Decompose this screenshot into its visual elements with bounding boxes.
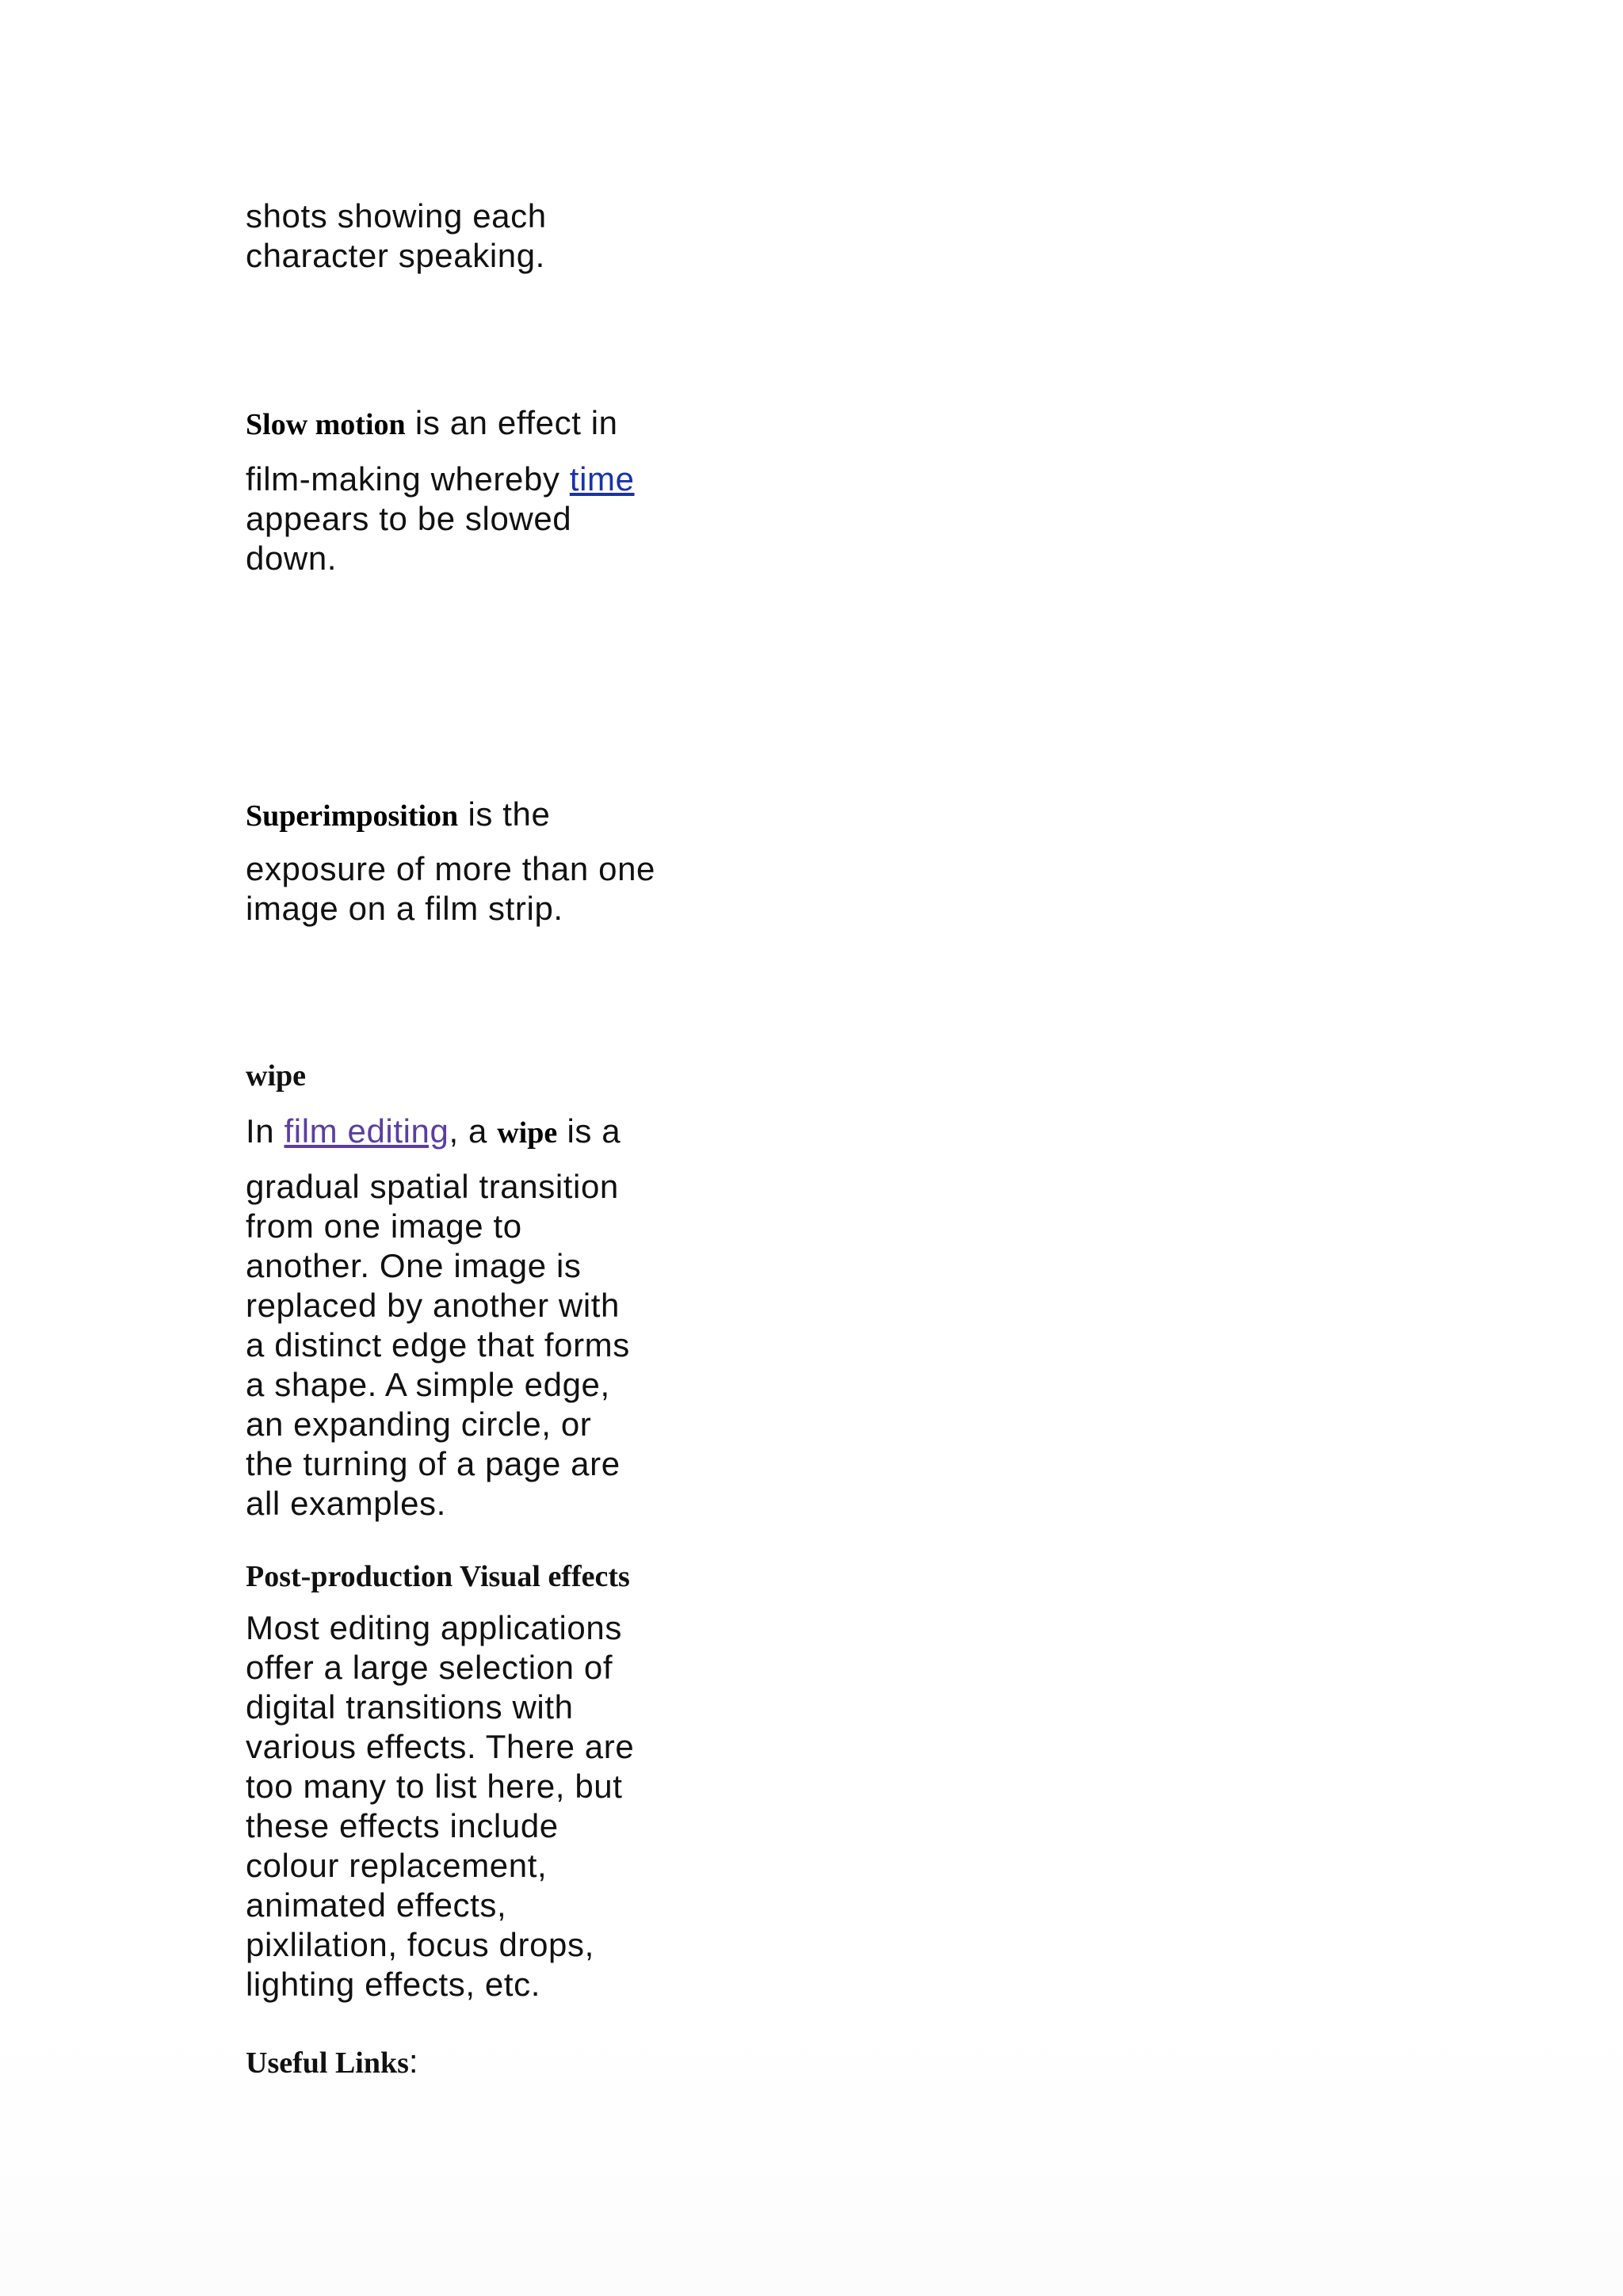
useful-links-colon: : xyxy=(408,2042,419,2080)
intro-line-2: character speaking. xyxy=(246,237,545,274)
post-production-line: digital transitions with xyxy=(246,1688,574,1726)
superimposition-term: Superimposition xyxy=(246,799,459,833)
intro-paragraph xyxy=(246,196,547,276)
wipe-line: replaced by another with xyxy=(246,1287,621,1324)
wipe-heading: wipe xyxy=(246,1059,306,1093)
superimposition-line-3: image on a film strip. xyxy=(246,890,563,927)
post-production-line: these effects include xyxy=(246,1807,559,1844)
wipe-paragraph xyxy=(246,1167,630,1524)
post-production-line: animated effects, xyxy=(246,1886,507,1924)
slow-motion-line-3: appears to be slowed xyxy=(246,500,572,537)
useful-links-label: Useful Links xyxy=(246,2046,409,2080)
film-editing-link[interactable]: film editing xyxy=(284,1112,449,1150)
post-production-line: offer a large selection of xyxy=(246,1649,613,1686)
superimposition-paragraph xyxy=(246,849,655,929)
post-production-line: Most editing applications xyxy=(246,1609,622,1646)
slow-motion-line-2-prefix: film-making whereby xyxy=(246,460,570,498)
post-production-line: too many to list here, but xyxy=(246,1768,623,1805)
time-link[interactable]: time xyxy=(569,460,635,498)
wipe-line: from one image to xyxy=(246,1207,522,1245)
wipe-lead-mid: , a xyxy=(449,1112,498,1150)
wipe-term: wipe xyxy=(497,1116,558,1150)
wipe-line: another. One image is xyxy=(246,1247,582,1284)
post-production-paragraph xyxy=(246,1608,634,2004)
wipe-line: an expanding circle, or xyxy=(246,1405,592,1443)
post-production-line: colour replacement, xyxy=(246,1847,548,1884)
wipe-line: all examples. xyxy=(246,1485,446,1522)
wipe-line: a distinct edge that forms xyxy=(246,1326,630,1363)
slow-motion-line-2 xyxy=(246,460,635,499)
slow-motion-line-4: down. xyxy=(246,540,338,577)
wipe-line: the turning of a page are xyxy=(246,1445,621,1482)
wipe-lead-rest: is a xyxy=(557,1112,621,1150)
slow-motion-lead xyxy=(246,404,618,442)
post-production-line: various effects. There are xyxy=(246,1728,635,1765)
post-production-heading: Post-production Visual effects xyxy=(246,1560,630,1593)
useful-links-heading xyxy=(246,2042,418,2081)
superimposition-lead-text: is the xyxy=(458,795,551,833)
post-production-line: lighting effects, etc. xyxy=(246,1966,540,2003)
wipe-lead xyxy=(246,1112,621,1150)
wipe-line: gradual spatial transition xyxy=(246,1168,619,1205)
slow-motion-paragraph xyxy=(246,460,635,578)
wipe-line: a shape. A simple edge, xyxy=(246,1366,610,1403)
post-production-line: pixlilation, focus drops, xyxy=(246,1926,594,1963)
superimposition-line-2: exposure of more than one xyxy=(246,850,655,887)
intro-line-1: shots showing each xyxy=(246,197,547,235)
slow-motion-term: Slow motion xyxy=(246,408,406,441)
superimposition-lead xyxy=(246,795,550,833)
slow-motion-lead-text: is an effect in xyxy=(405,404,618,441)
wipe-lead-prefix: In xyxy=(246,1112,285,1150)
